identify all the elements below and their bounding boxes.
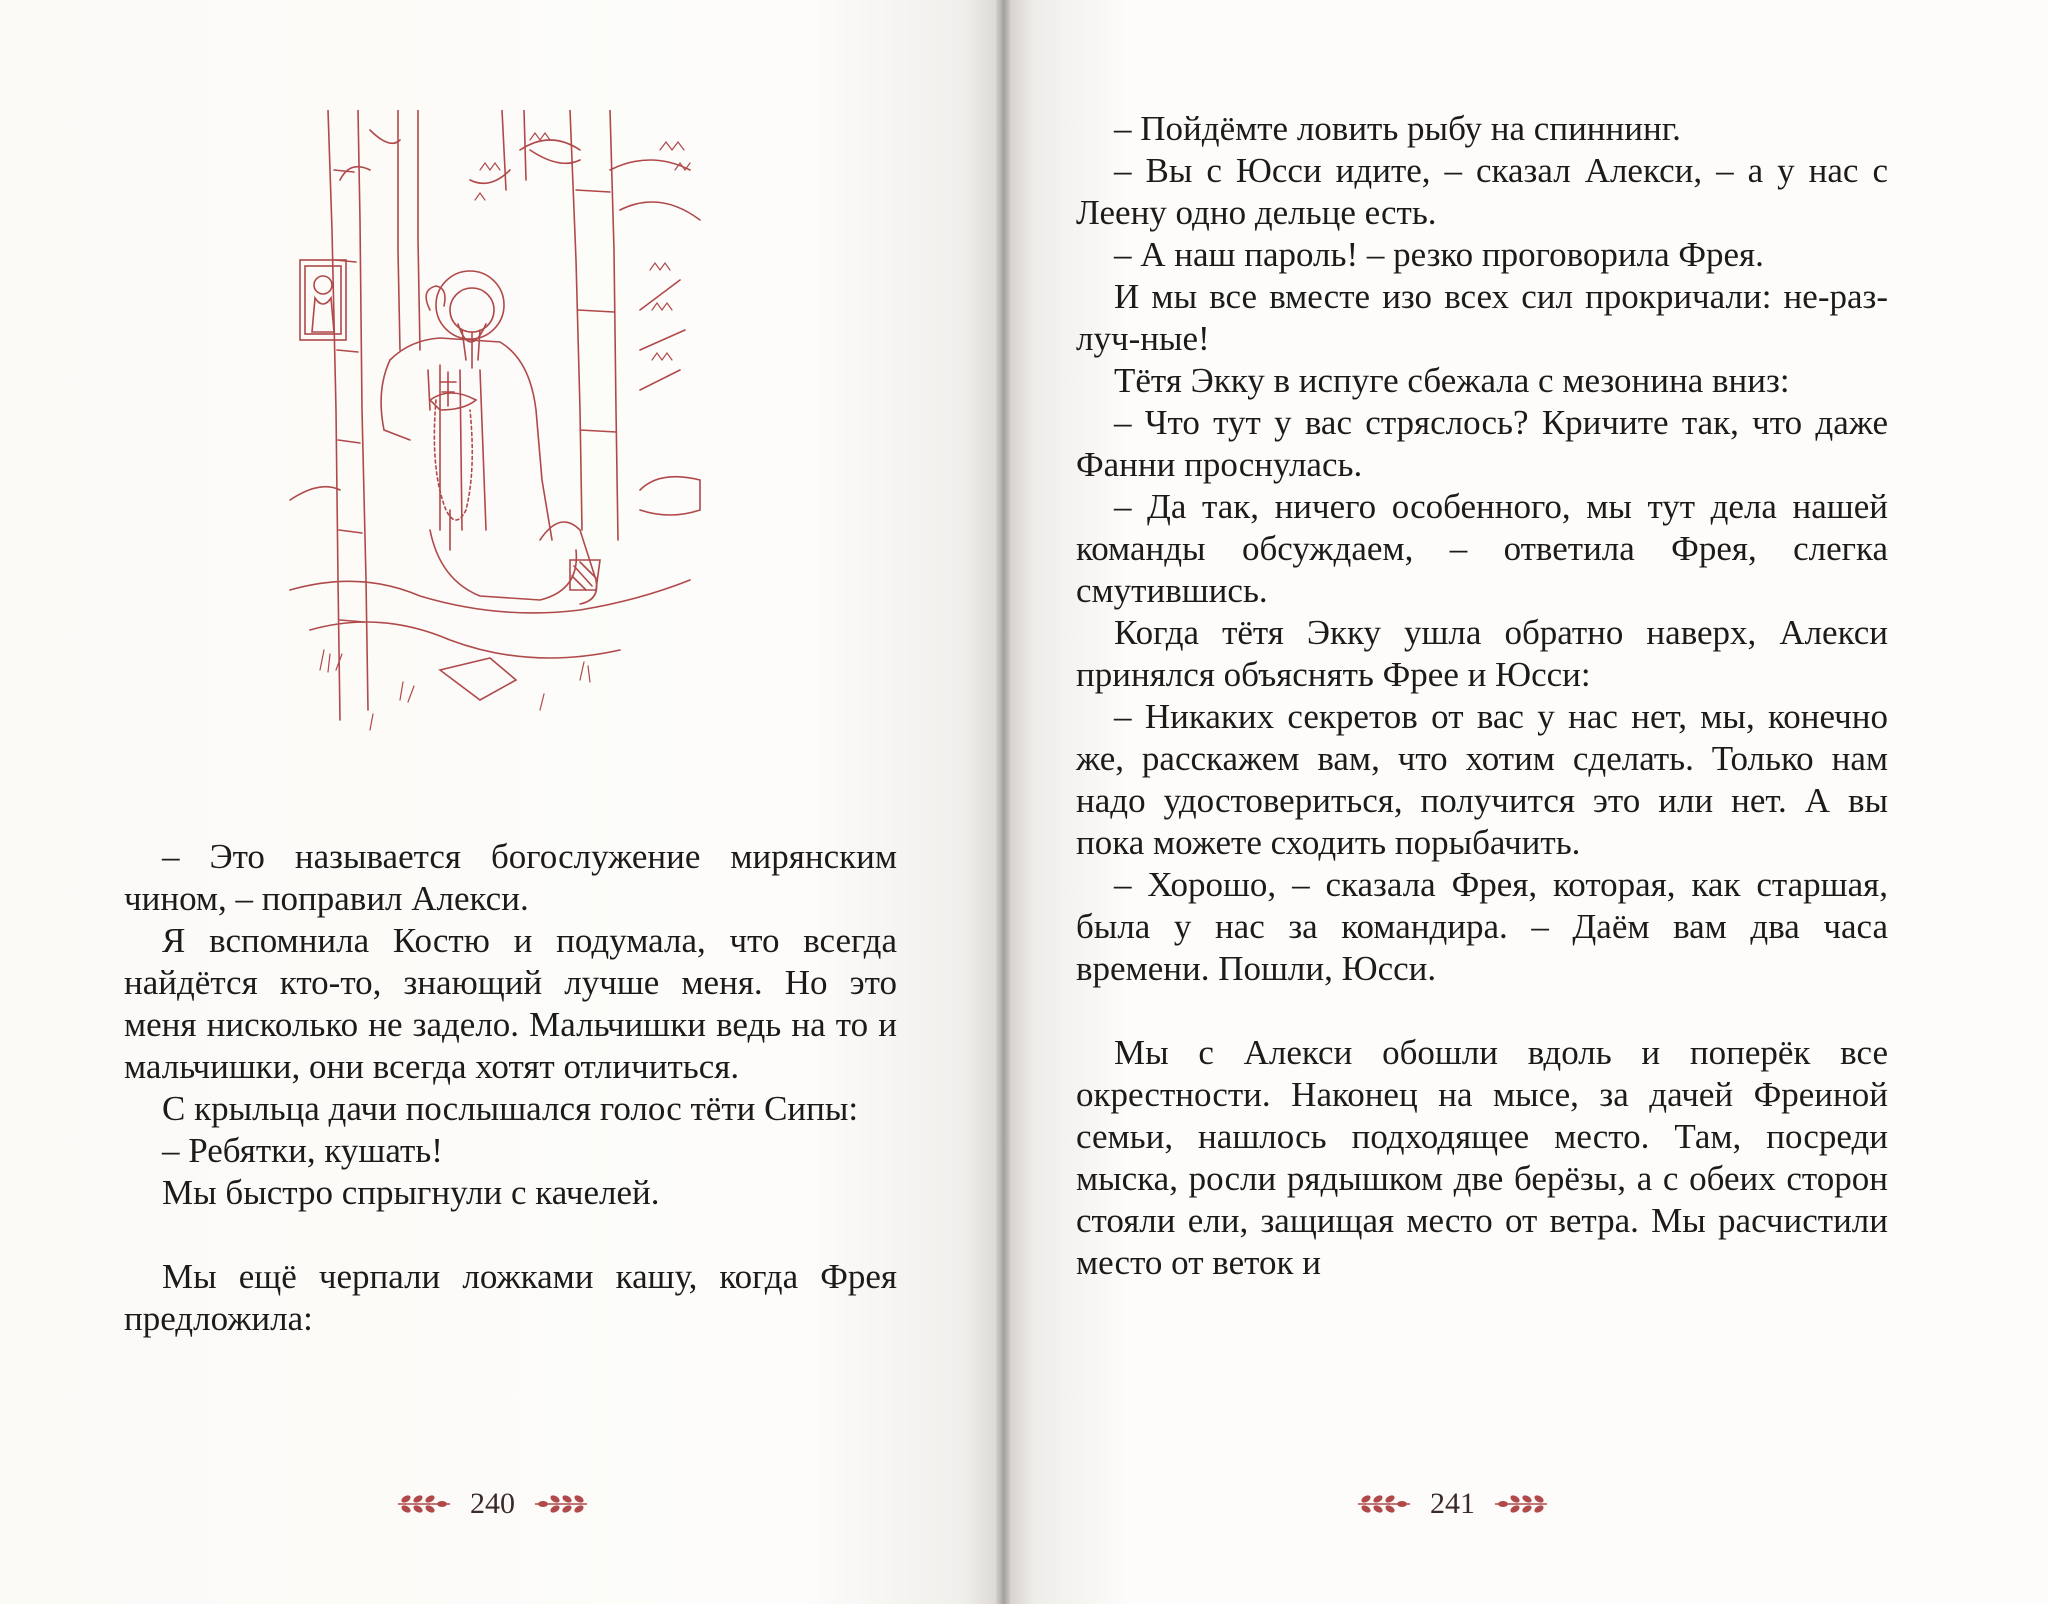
paragraph: Когда тётя Экку ушла обратно наверх, Алекси принялся объяснять Фрее и Юсси: [1076, 613, 1888, 694]
page-number-footer [396, 1482, 589, 1526]
paragraph: Мы с Алекси обошли вдоль и поперёк все окрестности. Наконец на мысе, за дачей Фреиной семьи, нашлось подходящее место. Там, посреди мыска, росли рядышком две берёзы, а с обеих сторон стояли ели, защищая место от ветра. Мы расчистили место от веток и [1076, 1033, 1888, 1282]
paragraph: С крыльца дачи послышался голос тёти Сипы: [162, 1089, 859, 1128]
paragraph: – Ребятки, кушать! [162, 1131, 443, 1170]
paragraph: Мы быстро спрыгнули с качелей. [162, 1173, 660, 1212]
right-page-text [1076, 108, 1888, 1284]
page-number: 240 [470, 1487, 515, 1520]
paragraph: – Что тут у вас стряслось? Кричите так, что даже Фанни проснулась. [1076, 403, 1888, 484]
paragraph: Я вспомнила Костю и подумала, что всегда найдётся кто-то, знающий лучше меня. Но это меня нисколько не задело. Мальчишки ведь на то и мальчишки, они всегда хотят отличиться. [124, 921, 897, 1086]
paragraph: – Это называется богослужение мирянским чином, – поправил Алекси. [124, 837, 897, 918]
paragraph: – Никаких секретов от вас у нас нет, мы, конечно же, расскажем вам, что хотим сделать. Только нам надо удостовериться, получится это или нет. А вы пока можете сходить порыбачить. [1076, 697, 1888, 862]
leaf-ornament-icon [533, 1491, 589, 1517]
paragraph: – Пойдёмте ловить рыбу на спиннинг. [1114, 109, 1681, 148]
left-page-text [124, 836, 897, 1340]
paragraph: Мы ещё черпали ложками кашу, когда Фрея предложила: [124, 1257, 897, 1338]
leaf-ornament-icon [1356, 1491, 1412, 1517]
leaf-ornament-icon [396, 1491, 452, 1517]
paragraph: – Вы с Юсси идите, – сказал Алекси, – а у нас с Леену одно дельце есть. [1076, 151, 1888, 232]
leaf-ornament-icon [1493, 1491, 1549, 1517]
page-number: 241 [1430, 1487, 1475, 1520]
page-number-footer [1356, 1482, 1549, 1526]
book-gutter [996, 0, 1010, 1604]
paragraph: И мы все вместе изо всех сил прокричали: не-раз-луч-ные! [1076, 277, 1888, 358]
paragraph: – Да так, ничего особенного, мы тут дела нашей команды обсуждаем, – ответила Фрея, слегка смутившись. [1076, 487, 1888, 610]
paragraph: Тётя Экку в испуге сбежала с мезонина вниз: [1114, 361, 1790, 400]
saint-praying-illustration [280, 110, 720, 800]
paragraph: – Хорошо, – сказала Фрея, которая, как старшая, была у нас за командира. – Даём вам два часа времени. Пошли, Юсси. [1076, 865, 1888, 988]
right-page [1003, 0, 2048, 1604]
paragraph: – А наш пароль! – резко проговорила Фрея. [1114, 235, 1764, 274]
left-page [0, 0, 1003, 1604]
